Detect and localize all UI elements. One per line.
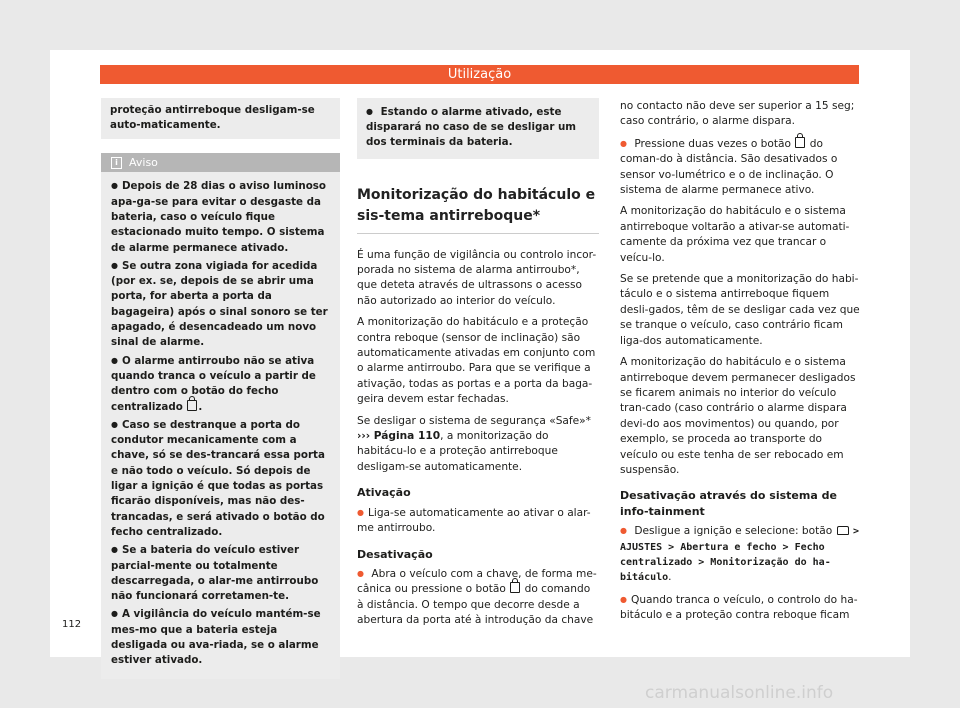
- aviso-header: [101, 153, 340, 172]
- paragraph: A monitorização do habitáculo e o sistema antirreboque voltarão a ativar-se automati-camente da próxima vez que trancar o veícu-lo.: [620, 205, 850, 264]
- column-left: [101, 98, 340, 679]
- watermark: carmanualsonline.info: [645, 683, 834, 703]
- list-item: ● Pressione duas vezes o botão do coman-do à distância. São desativados o sensor vo-lumétrico e o de inclinação. O sistema de alarme permanece ativo.: [620, 136, 860, 199]
- lock-icon: [187, 400, 197, 411]
- paragraph: A monitorização do habitáculo e a proteção contra reboque (sensor de inclinação) são automaticamente ativadas em conjunto com o alarme antirroubo. Para que se verifique a ativação, todas as portas e a porta da baga-geira devem estar fechadas.: [357, 316, 596, 406]
- list-item: ● Abra o veículo com a chave, de forma me-cânica ou pressione o botão do comando à distância. O tempo que decorre desde a abertura da porta até à introdução da chave: [357, 566, 599, 629]
- aviso-item: ● Se a bateria do veículo estiver parcial-mente ou totalmente descarregada, o alar-me antirroubo não funcionará corretamen-te.: [111, 542, 330, 604]
- list-item: ● Desligue a ignição e selecione: botão > AJUSTES > Abertura e fecho > Fecho centralizado > Monitorização do ha-bitáculo.: [620, 523, 860, 586]
- list-item: ● Liga-se automaticamente ao ativar o alar-me antirroubo.: [357, 505, 599, 537]
- paragraph: A monitorização do habitáculo e o sistema antirreboque devem permanecer desligados se ficarem animais no interior do veículo tran-cado (caso contrário o alarme dispara devi-do aos movimentos) ou quando, por exemplo, se proceda ao transporte do veículo ou este tenha de ser rebocado em suspensão.: [620, 356, 856, 476]
- aviso-item: ● A vigilância do veículo mantém-se mes-mo que a bateria esteja desligada ou ava-riada, se o alarme estiver ativado.: [111, 606, 330, 668]
- aviso-item: ● Depois de 28 dias o aviso luminoso apa-ga-se para evitar o desgaste da bateria, caso o veículo fique estacionado muito tempo. O sistema de alarme permanece ativado.: [111, 178, 330, 255]
- unlock-icon: [795, 137, 805, 148]
- paragraph: no contacto não deve ser superior a 15 seg; caso contrário, o alarme dispara.: [620, 100, 855, 128]
- aviso-item: ● O alarme antirroubo não se ativa quando tranca o veículo a partir de dentro com o botão do fecho centralizado .: [111, 353, 330, 415]
- column-right: [620, 99, 860, 630]
- activation-heading: Ativação: [357, 486, 411, 500]
- continuation-box: ● Estando o alarme ativado, este disparará no caso de se desligar um dos terminais da bateria.: [357, 98, 599, 159]
- unlock-icon: [510, 582, 520, 593]
- aviso-item: ● Se outra zona vigiada for acedida (por ex. se, depois de se abrir uma porta, for aberta a porta da bagageira) após o sinal sonoro se ter apagado, é desencadeado um novo sinal de alarme.: [111, 258, 330, 351]
- car-menu-icon: [837, 526, 849, 535]
- info-icon: i: [111, 157, 122, 169]
- infotainment-heading: Desativação através do sistema de info-tainment: [620, 489, 837, 518]
- section-header: [100, 65, 859, 84]
- deactivation-heading: Desativação: [357, 547, 433, 561]
- menu-path: > AJUSTES > Abertura e fecho > Fecho centralizado > Monitorização do ha-bitáculo: [620, 526, 860, 584]
- continuation-box: proteção antirreboque desligam-se auto-maticamente.: [101, 98, 340, 139]
- paragraph: Se desligar o sistema de segurança «Safe»* ››› Página 110, a monitorização do habitácu-lo e a proteção antirreboque desligam-se automaticamente.: [357, 414, 591, 473]
- aviso-box: [101, 153, 340, 678]
- aviso-title: Aviso: [129, 156, 158, 170]
- paragraph: É uma função de vigilância ou controlo incor-porada no sistema de alarma antirroubo*, que deteta através de ultrassons o acesso não autorizado ao interior do veículo.: [357, 248, 597, 307]
- page-reference-link[interactable]: ››› Página 110: [357, 430, 441, 443]
- paragraph: Se se pretende que a monitorização do habi-táculo e o sistema antirreboque fiquem desli-gados, têm de se desligar cada vez que se tranque o veículo, caso contrário ficam liga-dos automaticamente.: [620, 273, 860, 347]
- header-title: Utilização: [447, 67, 512, 82]
- section-title: Monitorização do habitáculo e sis-tema antirreboque*: [357, 185, 599, 234]
- list-item: ● Quando tranca o veículo, o controlo do ha-bitáculo e a proteção contra reboque ficam: [620, 592, 860, 624]
- aviso-item: ● Caso se destranque a porta do condutor mecanicamente com a chave, só se des-trancará essa porta e não todo o veículo. Só depois de ligar a ignição é que todas as portas ficarão disponíveis, mas não des-trancadas, e será ativado o botão do fecho centralizado.: [111, 417, 330, 540]
- aviso-body: [101, 172, 340, 678]
- column-middle: [357, 98, 599, 635]
- page-number: 112: [62, 619, 82, 630]
